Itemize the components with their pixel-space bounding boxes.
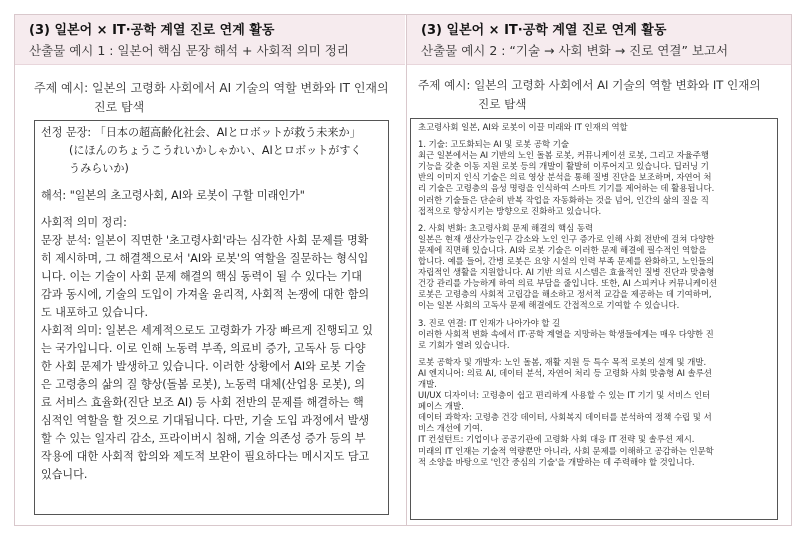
left-topic-line1: 주제 예시: 일본의 고령화 사회에서 AI 기술의 역할 변화와 IT 인재의 [34, 81, 389, 95]
right-report-box [410, 118, 778, 520]
report-intro: 초고령사회 일본, AI와 로봇이 이끌 미래와 IT 인재의 역할 [418, 122, 628, 132]
career-line: 개발. [418, 378, 437, 389]
right-topic [418, 76, 790, 114]
section-3-line: 이러한 사회적 변화 속에서 IT·공학 계열을 지망하는 학생들에게는 매우 다양한 진 [418, 328, 714, 339]
analysis-line: 문장 분석: 일본이 직면한 '초고령사회'라는 심각한 사회 문제를 명확 [41, 234, 369, 247]
left-topic-line2: 진로 탐색 [94, 100, 145, 114]
analysis-line: 니다. 이는 기술이 사회 문제 해결의 핵심 동력이 될 수 있다는 기대 [41, 270, 362, 283]
column-divider [406, 14, 407, 526]
interpretation: 해석: "일본의 초고령사회, AI와 로봇이 구할 미래인가" [41, 189, 305, 202]
meaning-line: 는 국가입니다. 이로 인해 노동력 부족, 의료비 증가, 고독사 등 다양 [41, 342, 366, 355]
meaning-line: 료 서비스 효율화(진단 보조 AI) 등 사회 전반의 문제를 해결하는 핵 [41, 396, 364, 409]
section-2-line: 일본은 현재 생산가능인구 감소와 노인 인구 증가로 인해 사회 전반에 걸쳐 다양한 [418, 233, 715, 244]
meaning-line: 있습니다. [41, 468, 88, 481]
meaning-line: 할 수 있는 일자리 감소, 프라이버시 침해, 기술 의존성 증가 등의 부 [41, 432, 366, 445]
meaning-line: 한 사회 문제가 발생하고 있습니다. 이러한 상황에서 AI와 로봇 기술 [41, 360, 366, 373]
right-topic-line1: 주제 예시: 일본의 고령화 사회에서 AI 기술의 역할 변화와 IT 인재의 [418, 78, 761, 92]
selected-sentence: 선정 문장: 「日本の超高齢化社会、AIとロボットが救う未来か」 [41, 126, 361, 139]
section-3-title: 3. 진로 연결: IT 인재가 나아가야 할 길 [418, 317, 561, 328]
left-topic [34, 79, 404, 117]
section-1-line: 리 기술은 고령층의 음성 명령을 인식하여 스마트 기기를 제어하는 데 활용됩니다. [418, 183, 715, 194]
section-1-line: 반의 이미지 인식 기술은 의료 영상 분석을 통해 질병 진단을 보조하며, 자연어 처 [418, 172, 712, 183]
career-line: 미래의 IT 인재는 기술적 역량뿐만 아니라, 사회 문제를 이해하고 공감하는 인문학 [418, 445, 714, 456]
section-1-line: 이러한 기술들은 단순히 반복 작업을 자동화하는 것을 넘어, 인간의 삶의 질을 직 [418, 194, 709, 205]
reading-line-1: (にほんのちょうこうれいかしゃかい、AIとロボットがすく [69, 144, 362, 157]
career-line: 페이스 개발. [418, 401, 464, 412]
career-line: IT 컨설턴트: 기업이나 공공기관에 고령화 사회 대응 IT 전략 및 솔루션 제시. [418, 434, 695, 445]
social-meaning-title: 사회적 의미 정리: [41, 216, 127, 229]
reading-line-2: うみらいか) [69, 162, 129, 175]
section-1-line: 최근 일본에서는 AI 기반의 노인 돌봄 로봇, 커뮤니케이션 로봇, 그리고 자율주행 [418, 150, 709, 161]
meaning-line: 심적인 역할을 할 것으로 기대됩니다. 다만, 기술 도입 과정에서 발생 [41, 414, 370, 427]
right-header-title: (3) 일본어 × IT·공학 계열 진로 연계 활동 [421, 23, 667, 38]
section-2-line: 합니다. 예를 들어, 간병 로봇은 요양 시설의 인력 부족 문제를 완화하고, 노인들의 [418, 256, 715, 267]
meaning-line: 사회적 의미: 일본은 세계적으로도 고령화가 가장 빠르게 진행되고 있 [41, 324, 374, 337]
left-header-title: (3) 일본어 × IT·공학 계열 진로 연계 활동 [29, 23, 275, 38]
meaning-line: 은 고령층의 삶의 질 향상(돌봄 로봇), 노동력 대체(산업용 로봇), 의 [41, 378, 366, 391]
analysis-line: 히 제시하며, 그 해결책으로서 'AI와 로봇'의 역할을 질문하는 형식입 [41, 252, 369, 265]
section-2-title: 2. 사회 변화: 초고령사회 문제 해결의 핵심 동력 [418, 222, 594, 233]
right-topic-line2: 진로 탐색 [478, 97, 527, 111]
section-2-line: 문제에 직면해 있습니다. AI와 로봇 기술은 이러한 문제 해결에 필수적인 역할을 [418, 244, 707, 255]
left-header-subtitle: 산출물 예시 1 : 일본어 핵심 문장 해석 + 사회적 의미 정리 [29, 43, 349, 58]
analysis-line: 감과 동시에, 기술의 도입이 가져올 윤리적, 사회적 논쟁에 대한 함의 [41, 288, 370, 301]
career-line: 적 소양을 바탕으로 '인간 중심의 기술'을 개발하는 데 주력해야 할 것입니다. [418, 456, 695, 467]
meaning-line: 작용에 대한 사회적 합의와 제도적 보완이 필요하다는 메시지도 담고 [41, 450, 370, 463]
section-1-line: 접적으로 향상시키는 방향으로 진화하고 있습니다. [418, 205, 602, 216]
right-header-subtitle: 산출물 예시 2 : “기술 → 사회 변화 → 진로 연결” 보고서 [421, 43, 729, 58]
section-1-title: 1. 기술: 고도화되는 AI 및 로봇 공학 기술 [418, 139, 569, 150]
left-content-box [34, 120, 389, 515]
career-line: AI 엔지니어: 의료 AI, 데이터 분석, 자연어 처리 등 고령화 사회 맞춤형 AI 솔루션 [418, 367, 712, 378]
right-header [407, 15, 791, 65]
section-2-line: 로봇은 고령층의 사회적 고립감을 해소하고 정서적 교감을 제공하는 데 기여하며, [418, 289, 712, 300]
section-3-line: 로 기회가 열려 있습니다. [418, 339, 510, 350]
analysis-line: 도 내포하고 있습니다. [41, 306, 149, 319]
career-line: 로봇 공학자 및 개발자: 노인 돌봄, 재활 지원 등 특수 목적 로봇의 설계 및 개발. [418, 356, 707, 367]
section-1-line: 기능을 갖춘 이동 지원 로봇 등의 개발이 활발히 이루어지고 있습니다. 딥러닝 기 [418, 161, 709, 172]
career-line: UI/UX 디자이너: 고령층이 쉽고 편리하게 사용할 수 있는 IT 기기 및 서비스 인터 [418, 390, 711, 401]
career-line: 비스 개선에 기여. [418, 423, 483, 434]
career-line: 데이터 과학자: 고령층 건강 데이터, 사회복지 데이터를 분석하여 정책 수립 및 서 [418, 412, 712, 423]
section-2-line: 건강 관리를 가능하게 하여 의료 부담을 줄입니다. 또한, AI 스피커나 커뮤니케이션 [418, 278, 718, 289]
section-2-line: 자립적인 생활을 지원합니다. AI 기반 의료 시스템은 효율적인 질병 진단과 맞춤형 [418, 267, 715, 278]
section-2-line: 이는 일본 사회의 고독사 문제 해결에도 간접적으로 기여할 수 있습니다. [418, 300, 680, 311]
left-header [15, 15, 405, 65]
